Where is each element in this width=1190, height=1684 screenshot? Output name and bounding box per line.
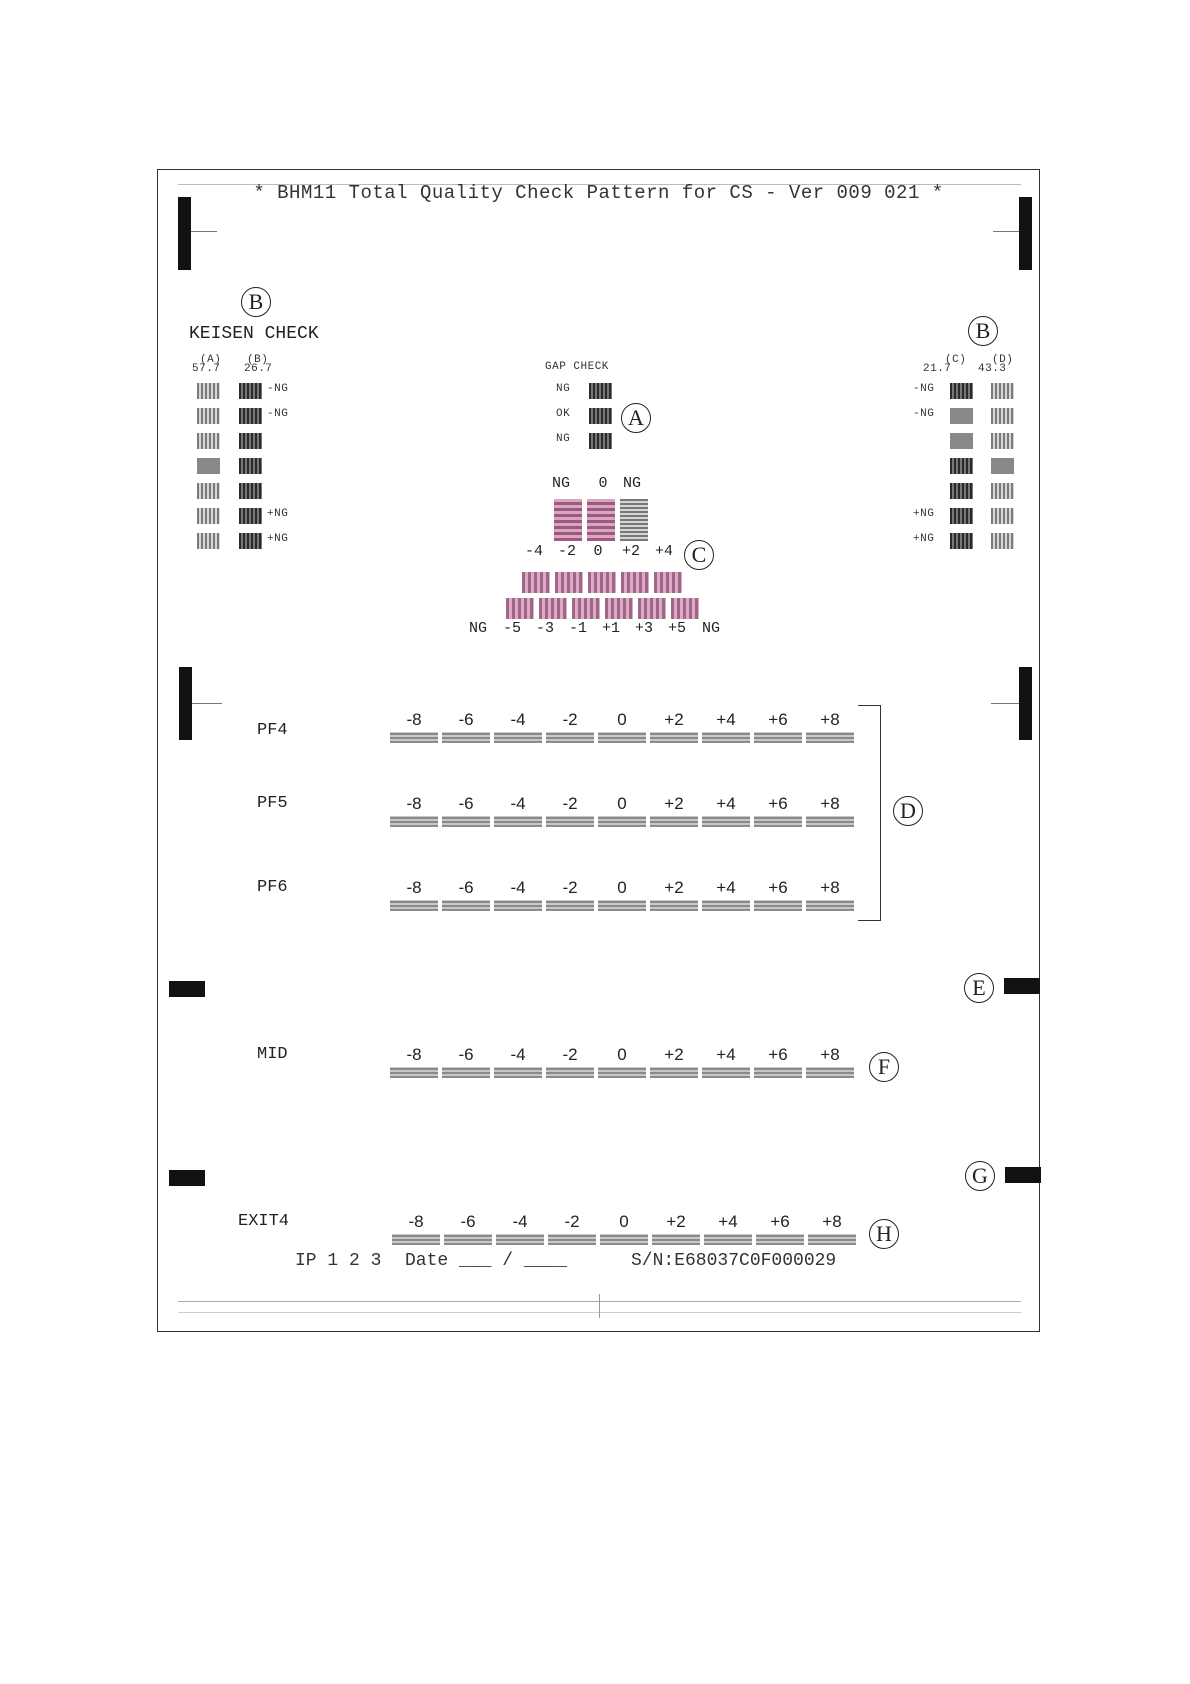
scale-label: +2 [664,1045,684,1064]
scale-label: -4 [510,710,526,729]
keisen-square [239,533,262,549]
registration-mark-mid-left [179,667,192,740]
keisen-square [239,383,262,399]
scale-bar [650,1067,698,1078]
keisen-square [197,483,220,499]
scale-label: -6 [458,1045,474,1064]
pattern-c-swatch [588,572,616,593]
keisen-ng-label: -NG [267,408,289,420]
scale-bar [546,732,594,743]
pattern-c-swatch [671,598,699,619]
marker-d: D [893,796,923,826]
pattern-c-swatch [554,499,582,541]
keisen-col-a-label: (A) [200,354,222,366]
scale-bar [806,816,854,827]
scale-label: +4 [716,710,736,729]
scale-label: +4 [718,1212,738,1231]
bottom-center-tick [599,1294,600,1318]
scale-label: -2 [562,878,578,897]
pattern-c-swatch [522,572,550,593]
scale-label: -4 [510,794,526,813]
pattern-c-swatch [572,598,600,619]
marker-f: F [869,1052,899,1082]
scale-label: +8 [820,794,840,813]
footer-ip: IP 1 2 3 [295,1251,382,1271]
scale-label: -4 [512,1212,528,1231]
scale-label: -6 [458,710,474,729]
pattern-c-swatch [539,598,567,619]
keisen-square [950,483,973,499]
scale-bar [442,1067,490,1078]
scale-label: +6 [768,794,788,813]
scale-bar [650,732,698,743]
scale-label: +8 [820,878,840,897]
scale-label: -2 [562,1045,578,1064]
keisen-square [197,508,220,524]
tick-mid-left [192,703,222,704]
keisen-col-c-value: 21.7 [923,363,952,375]
scale-bar [598,816,646,827]
keisen-square [197,533,220,549]
pattern-c-bottom-label: NG [701,620,720,637]
pattern-c-mid-label: -2 [557,543,576,560]
scale-bar [598,900,646,911]
scale-label: +2 [664,710,684,729]
pattern-c-top-label: NG [551,475,570,492]
scale-label: +4 [716,794,736,813]
row-label-pf4: PF4 [257,721,288,740]
pattern-c-swatch [654,572,682,593]
pattern-c-mid-label: +4 [654,543,673,560]
footer-serial: S/N:E68037C0F000029 [631,1251,837,1271]
row-label-exit4: EXIT4 [238,1212,290,1231]
scale-label: -6 [460,1212,476,1231]
scale-label: +2 [666,1212,686,1231]
pattern-c-swatch [620,499,648,541]
keisen-square [991,433,1014,449]
scale-label: 0 [617,794,627,813]
keisen-col-d-value: 43.3 [978,363,1007,375]
scale-label: +8 [822,1212,842,1231]
scale-label: 0 [617,878,627,897]
tick-top-right [993,231,1019,232]
keisen-col-b-value: 26.7 [244,363,273,375]
scale-bar [390,900,438,911]
scale-bar [756,1234,804,1245]
keisen-col-b-label: (B) [247,354,269,366]
keisen-check-heading: KEISEN CHECK [189,324,319,344]
keisen-square [950,383,973,399]
pattern-c-bottom-label: NG [468,620,487,637]
keisen-square [991,458,1014,474]
scale-bar [704,1234,752,1245]
scale-label: +6 [768,710,788,729]
pattern-c-swatch [638,598,666,619]
registration-block-e-left [169,981,205,997]
scale-bar [806,732,854,743]
scale-label: -8 [406,878,422,897]
scale-bar [806,900,854,911]
scale-label: -2 [562,794,578,813]
keisen-ng-label: +NG [913,533,935,545]
marker-c: C [684,540,714,570]
page-title: * BHM11 Total Quality Check Pattern for CS - Ver 009 021 * [253,182,944,204]
keisen-square [197,458,220,474]
keisen-square [197,433,220,449]
keisen-square [239,483,262,499]
pattern-c-mid-label: +2 [621,543,640,560]
row-label-pf6: PF6 [257,878,288,897]
scale-label: +4 [716,1045,736,1064]
bracket-d [858,705,881,921]
scale-bar [392,1234,440,1245]
registration-mark-mid-right [1019,667,1032,740]
scale-bar [754,1067,802,1078]
keisen-square [991,383,1014,399]
scale-bar [444,1234,492,1245]
scale-bar [494,900,542,911]
keisen-square [239,433,262,449]
scale-label: -6 [458,878,474,897]
scale-bar [496,1234,544,1245]
pattern-c-mid-label: -4 [524,543,543,560]
scale-bar [702,732,750,743]
scale-bar [702,1067,750,1078]
scale-bar [754,816,802,827]
keisen-square [950,508,973,524]
marker-g: G [965,1161,995,1191]
scale-bar [494,732,542,743]
scale-bar [808,1234,856,1245]
tick-top-left [191,231,217,232]
scale-bar [546,900,594,911]
pattern-c-swatch [555,572,583,593]
gap-check-square [589,408,612,424]
keisen-square [197,408,220,424]
keisen-square [991,408,1014,424]
scale-bar [598,732,646,743]
scale-bar [494,1067,542,1078]
scale-label: 0 [617,1045,627,1064]
test-sheet [157,169,1040,1332]
keisen-square [239,408,262,424]
keisen-square [239,458,262,474]
row-label-pf5: PF5 [257,794,288,813]
keisen-ng-label: +NG [267,508,289,520]
scale-bar [546,816,594,827]
scale-bar [390,732,438,743]
keisen-square [991,508,1014,524]
marker-h: H [869,1219,899,1249]
scale-label: +2 [664,794,684,813]
scale-bar [546,1067,594,1078]
scale-label: 0 [617,710,627,729]
scale-label: -8 [406,710,422,729]
registration-block-g-right [1005,1167,1041,1183]
keisen-ng-label: -NG [267,383,289,395]
scale-label: -2 [562,710,578,729]
registration-block-g-left [169,1170,205,1186]
scale-bar [702,816,750,827]
scale-bar [754,900,802,911]
pattern-c-top-label: NG [622,475,641,492]
scale-label: +6 [768,878,788,897]
marker-b-right: B [968,316,998,346]
scale-label: -8 [406,1045,422,1064]
gap-check-square [589,433,612,449]
row-label-mid: MID [257,1045,288,1064]
keisen-square [950,408,973,424]
keisen-col-c-label: (C) [945,354,967,366]
keisen-ng-label: -NG [913,408,935,420]
pattern-c-swatch [621,572,649,593]
scale-bar [390,1067,438,1078]
scale-label: +8 [820,1045,840,1064]
keisen-square [950,458,973,474]
scale-bar [442,816,490,827]
keisen-square [991,483,1014,499]
scale-bar [600,1234,648,1245]
marker-e: E [964,973,994,1003]
gap-check-heading: GAP CHECK [545,361,609,373]
registration-block-e-right [1004,978,1040,994]
scale-bar [754,732,802,743]
pattern-c-swatch [605,598,633,619]
pattern-c-mid-label: 0 [593,543,603,560]
scale-label: +8 [820,710,840,729]
keisen-square [991,533,1014,549]
pattern-c-top-label: 0 [598,475,608,492]
scale-label: -4 [510,878,526,897]
keisen-square [950,433,973,449]
keisen-col-d-label: (D) [992,354,1014,366]
keisen-square [239,508,262,524]
gap-check-row-label: OK [556,408,571,420]
keisen-square [950,533,973,549]
scale-label: 0 [619,1212,629,1231]
gap-check-square [589,383,612,399]
pattern-c-bottom-label: +3 [634,620,653,637]
registration-mark-top-right [1019,197,1032,270]
marker-b-left: B [241,287,271,317]
gap-check-row-label: NG [556,383,571,395]
scale-label: +2 [664,878,684,897]
scale-bar [598,1067,646,1078]
pattern-c-swatch [587,499,615,541]
scale-label: -2 [564,1212,580,1231]
scale-bar [442,900,490,911]
scale-label: -8 [408,1212,424,1231]
pattern-c-bottom-label: -1 [568,620,587,637]
scale-bar [652,1234,700,1245]
pattern-c-bottom-label: -5 [502,620,521,637]
pattern-c-bottom-label: +1 [601,620,620,637]
scale-bar [442,732,490,743]
scale-bar [494,816,542,827]
scale-label: -8 [406,794,422,813]
scale-bar [806,1067,854,1078]
registration-mark-top-left [178,197,191,270]
keisen-ng-label: +NG [913,508,935,520]
scale-label: +4 [716,878,736,897]
scale-label: -6 [458,794,474,813]
marker-a: A [621,403,651,433]
footer-date: Date ___ / ____ [405,1251,568,1271]
keisen-ng-label: +NG [267,533,289,545]
scale-bar [650,816,698,827]
pattern-c-swatch [506,598,534,619]
scale-label: +6 [768,1045,788,1064]
keisen-col-a-value: 57.7 [192,363,221,375]
scale-bar [702,900,750,911]
scale-label: +6 [770,1212,790,1231]
scale-bar [548,1234,596,1245]
scale-bar [650,900,698,911]
tick-mid-right [991,703,1019,704]
pattern-c-bottom-label: +5 [667,620,686,637]
gap-check-row-label: NG [556,433,571,445]
pattern-c-bottom-label: -3 [535,620,554,637]
scale-label: -4 [510,1045,526,1064]
keisen-square [197,383,220,399]
scale-bar [390,816,438,827]
keisen-ng-label: -NG [913,383,935,395]
